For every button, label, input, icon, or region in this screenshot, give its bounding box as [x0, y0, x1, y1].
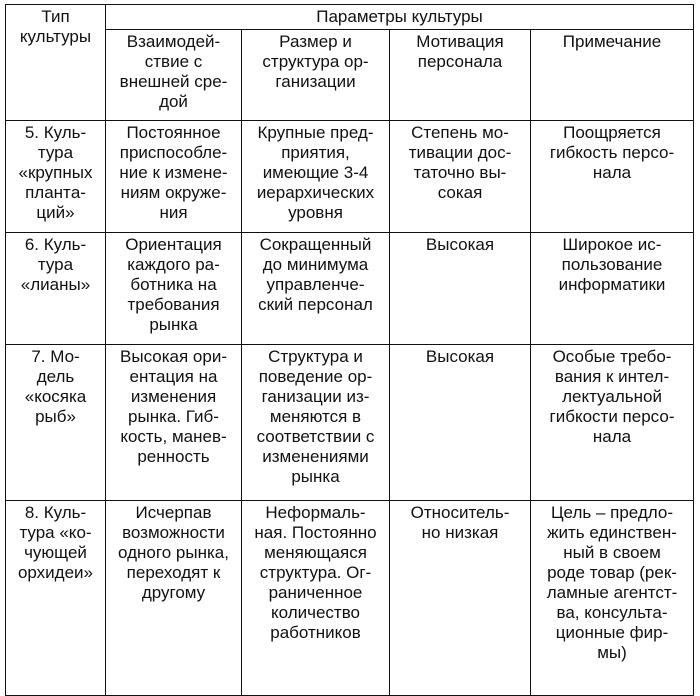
- cell-size-structure: Сокращенный до минимума управленче- ский персонал: [242, 233, 390, 345]
- header-row: [6, 5, 694, 30]
- cell-interaction: Исчерпав возможности одного рынка, переходят к другому: [106, 501, 242, 696]
- cell-note: Широкое ис- пользование информатики: [531, 233, 694, 345]
- cell-motivation: Высокая: [390, 233, 531, 345]
- cell-culture-type: 8. Куль- тура «ко- чующей орхидеи»: [6, 501, 106, 696]
- cell-note: Поощряется гибкость персо- нала: [531, 121, 694, 233]
- cell-motivation: Степень мо- тивации дос- таточно вы- сокая: [390, 121, 531, 233]
- cell-motivation: Относитель- но низкая: [390, 501, 531, 696]
- cell-culture-type: 7. Мо- дель «косяка рыб»: [6, 345, 106, 501]
- cell-size-structure: Крупные пред- приятия, имеющие 3-4 иерархических уровня: [242, 121, 390, 233]
- table-row: [6, 345, 694, 501]
- subheader-interaction: Взаимодей- ствие с внешней сре- дой: [106, 30, 242, 121]
- cell-culture-type: 5. Куль- тура «крупных плантa- ций»: [6, 121, 106, 233]
- cell-note: Цель – предло- жить единствен- ный в своем роде товар (рек- ламные агентст- ва, консульта- ционные фир- мы): [531, 501, 694, 696]
- cell-motivation: Высокая: [390, 345, 531, 501]
- cell-note: Особые требо- вания к интел- лектуальной гибкости персо- нала: [531, 345, 694, 501]
- cell-interaction: Постоянное приспособле- ние к измене- ниям окруже- ния: [106, 121, 242, 233]
- subheader-size-structure: Размер и структура ор- ганизации: [242, 30, 390, 121]
- culture-types-table: [5, 4, 694, 696]
- subheader-motivation: Мотивация персонала: [390, 30, 531, 121]
- subheader-row: [6, 30, 694, 121]
- header-culture-type: Тип культуры: [6, 5, 106, 121]
- cell-interaction: Ориентация каждого ра- ботника на требования рынка: [106, 233, 242, 345]
- cell-interaction: Высокая ори- ентация на изменения рынка. Гиб- кость, манев- ренность: [106, 345, 242, 501]
- subheader-note: Примечание: [531, 30, 694, 121]
- table-row: [6, 501, 694, 696]
- cell-size-structure: Неформаль- ная. Постоянно меняющаяся структура. Ог- раниченное количество работников: [242, 501, 390, 696]
- table-row: [6, 233, 694, 345]
- table-row: [6, 121, 694, 233]
- cell-culture-type: 6. Куль- тура «лианы»: [6, 233, 106, 345]
- cell-size-structure: Структура и поведение ор- ганизации из- меняются в соответствии с изменениями рынка: [242, 345, 390, 501]
- header-culture-parameters: Параметры культуры: [106, 5, 694, 30]
